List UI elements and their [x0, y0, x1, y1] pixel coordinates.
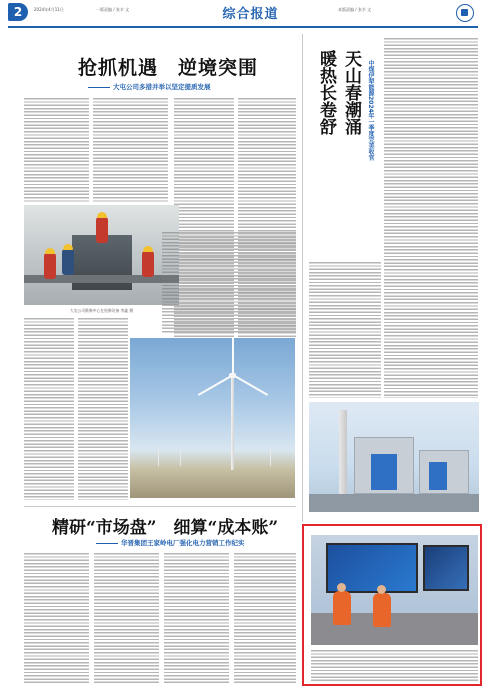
- worker-figure: [142, 251, 154, 277]
- china-coal-logo-icon: [456, 4, 474, 22]
- plant-structure-blue: [429, 462, 447, 490]
- story2-text-col1: [24, 553, 89, 685]
- editor-right: 本版责编 / 张辛 文: [338, 7, 372, 12]
- control-room-caption-text: [311, 650, 478, 682]
- helmet-icon: [97, 212, 107, 218]
- story3-text-left: [309, 262, 381, 398]
- story2-title: 精研“市场盘” 细算“成本账”: [52, 518, 279, 538]
- story1-text-col2: [93, 98, 168, 202]
- story1-photo-caption: 大屯公司维修中心在检修设备 李鑫 摄: [69, 308, 134, 313]
- operator-head: [377, 585, 386, 594]
- wind-turbine-photo: [130, 338, 295, 498]
- story2-text-col3: [164, 553, 229, 685]
- monitor-screen: [423, 545, 469, 591]
- issue-date: 2024年4月11日: [34, 7, 64, 12]
- story3-subtitle: 中煤伊犁能源2024年一季度完美收官: [367, 60, 374, 161]
- plant-ground: [309, 494, 479, 512]
- column-divider: [302, 34, 303, 522]
- plant-structure-blue: [371, 454, 397, 490]
- turbine-hub: [229, 373, 236, 378]
- worker-figure: [96, 217, 108, 243]
- turbine-blade: [232, 338, 234, 375]
- page-header: [8, 2, 478, 28]
- turbine-blade: [233, 374, 269, 396]
- story1-text-col5: [24, 318, 74, 500]
- story1-text-col1: [24, 98, 89, 202]
- story2-text-col2: [94, 553, 159, 685]
- power-plant-photo: [309, 402, 479, 512]
- editor-left: 一版责编 / 张辛 文: [96, 7, 130, 12]
- helmet-icon: [143, 246, 153, 252]
- worker-figure: [44, 253, 56, 279]
- turbine-tower: [231, 376, 234, 470]
- story2-text-col4: [234, 553, 296, 685]
- operator-head: [337, 583, 346, 592]
- section-title: 综合报道: [222, 7, 279, 22]
- control-room-photo: [311, 535, 478, 645]
- turbine-blade: [198, 374, 234, 396]
- distant-turbine: [270, 448, 271, 466]
- helmet-icon: [63, 244, 73, 250]
- wind-story-text: [162, 232, 296, 334]
- story1-text-col6: [78, 318, 128, 500]
- distant-turbine: [180, 450, 181, 466]
- distant-turbine: [158, 446, 159, 466]
- operator-figure: [373, 593, 391, 627]
- story2-subtitle: 华晋集团王家岭电厂强化电力营销工作纪实: [96, 538, 245, 547]
- page-number: 2: [8, 3, 28, 21]
- section-divider: [24, 506, 296, 507]
- story1-title: 抢抓机遇 逆境突围: [78, 57, 259, 79]
- story3-title-line2: 暖热长卷舒: [316, 50, 336, 135]
- story1-photo-workers: [24, 205, 179, 305]
- story3-title-line1: 天山春潮涌: [341, 50, 361, 135]
- helmet-icon: [45, 248, 55, 254]
- story1-subtitle: 大屯公司多措并举以坚定提质发展: [88, 82, 211, 91]
- chimney-shape: [339, 410, 347, 494]
- worker-figure: [62, 249, 74, 275]
- operator-figure: [333, 591, 351, 625]
- story3-text-right: [384, 38, 478, 398]
